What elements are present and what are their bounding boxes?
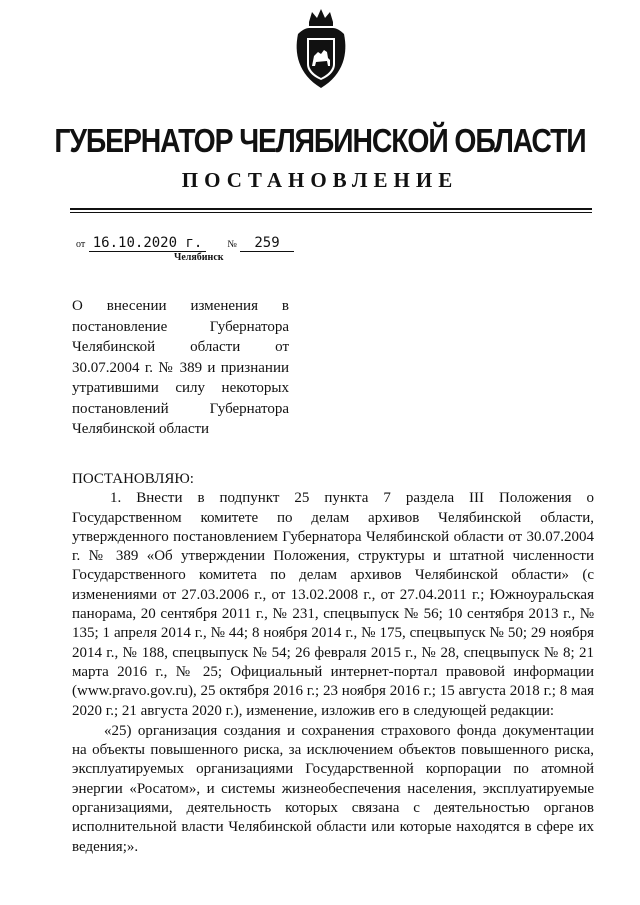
document-place: Челябинск xyxy=(174,252,224,263)
paragraph-1: 1. Внести в подпункт 25 пункта 7 раздела III Положения о Государственном комитете по делам архивов Челябинской области, утвержденного постановлением Губернатора Челябинской области от 30.07.2004 г. № 389 «Об утверждении Положения, структуры и штатной численности Государственного комитета по делам архивов Челябинской области» (с изменениями от 27.03.2006 г., от 13.02.2008 г., от 27.04.2011 г.; Южноуральская панорама, 20 сентября 2011 г., № 231, спецвыпуск № 56; 10 сентября 2013 г., № 135; 1 апреля 2014 г., № 44; 8 ноября 2014 г., № 175, спецвыпуск № 50; 29 ноября 2014 г., № 188, спецвыпуск № 54; 26 февраля 2015 г., № 28, спецвыпуск № 8; 21 марта 2016 г., № 25; Официальный интернет-портал правовой информации (www.pravo.gov.ru), 25 октября 2016 г.; 23 ноября 2016 г.; 15 августа 2018 г.; 8 мая 2020 г.; 21 августа 2020 г.), изменение, изложив его в следующей редакции: xyxy=(72,490,594,719)
resolution-heading: ПОСТАНОВЛЯЮ: xyxy=(72,471,194,487)
header-divider-thin xyxy=(70,212,592,213)
quoted-amendment: «25) организация создания и сохранения страхового фонда документации на объекты повышенного риска, за исключением объектов повышенного риска, эксплуатируемых организациями Государственной корпорации по атомной энергии «Росатом», и системы жизнеобеспечения населения, эксплуатируемые организациями, деятельность которых связана с деятельностью органов исполнительной власти Челябинской области или которые находятся в сфере их ведения;». xyxy=(72,722,594,855)
document-subject: О внесении изменения в постановление Губернатора Челябинской области от 30.07.2004 г. № 389 и признании утратившими силу некоторых постановлений Губернатора Челябинской области xyxy=(72,298,289,437)
document-date: 16.10.2020 г. xyxy=(89,235,207,252)
coat-of-arms-icon xyxy=(292,8,350,90)
page-title: ГУБЕРНАТОР ЧЕЛЯБИНСКОЙ ОБЛАСТИ xyxy=(54,122,586,159)
document-meta xyxy=(76,235,294,252)
document-number: 259 xyxy=(240,235,293,252)
number-prefix: № xyxy=(227,239,237,250)
document-body xyxy=(72,470,594,857)
document-type: ПОСТАНОВЛЕНИЕ xyxy=(181,168,459,192)
header-divider xyxy=(70,208,592,210)
date-prefix: от xyxy=(76,239,86,250)
